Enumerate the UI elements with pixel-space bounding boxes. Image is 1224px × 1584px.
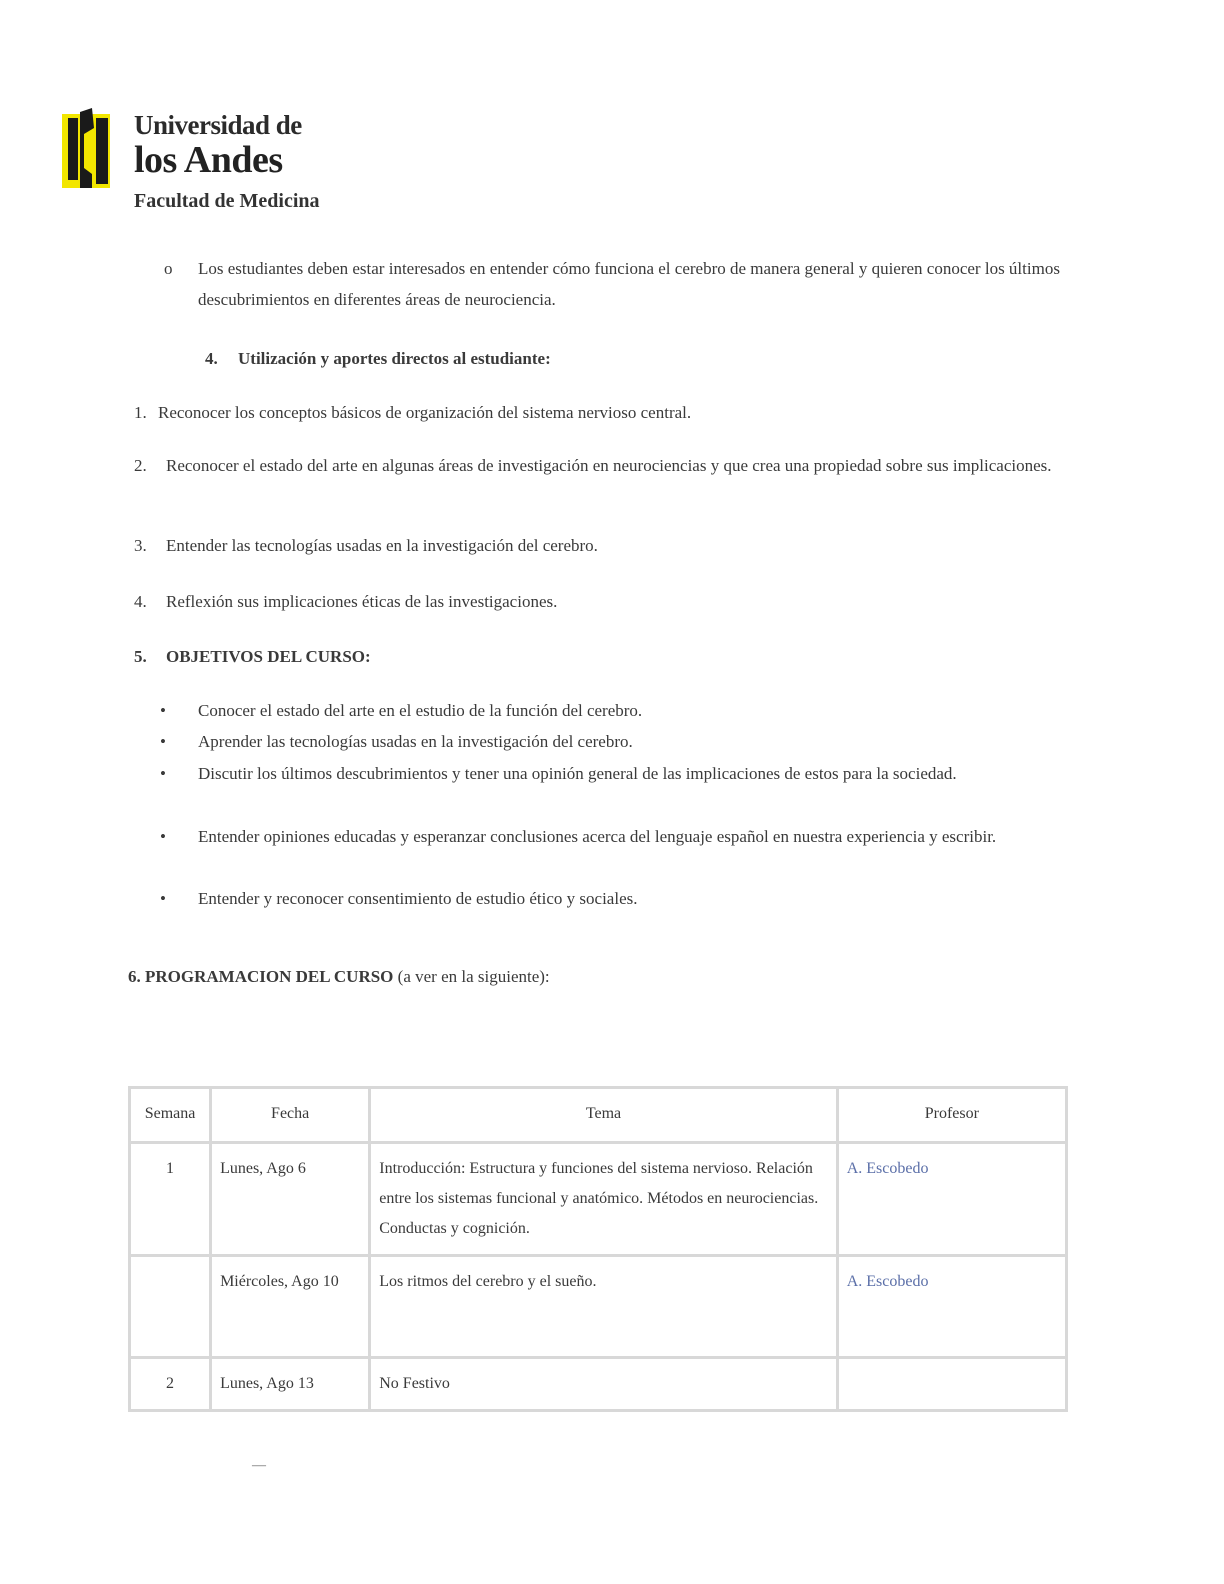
logo-text-line2: los Andes [134, 139, 283, 181]
objective-item: Entender opiniones educadas y esperanzar conclusiones acerca del lenguaje español en nuestra experiencia y escribir. [198, 827, 997, 846]
cell-fecha: Miércoles, Ago 10 [211, 1256, 370, 1358]
cell-tema: No Festivo [370, 1358, 837, 1411]
cell-semana [130, 1256, 211, 1358]
intro-bullet-marker: o [164, 259, 173, 278]
cell-tema: Introducción: Estructura y funciones del sistema nervioso. Relación entre los sistemas funcional y anatómico. Métodos en neurociencias. Conductas y cognición. [370, 1143, 837, 1256]
section6-suffix: (a ver en la siguiente): [397, 967, 550, 986]
cell-semana: 2 [130, 1358, 211, 1411]
section6-label: 6. PROGRAMACION DEL CURSO [128, 967, 394, 986]
table-row [130, 1143, 1067, 1256]
header-tema: Tema [370, 1088, 837, 1143]
logo-text-faculty: Facultad de Medicina [134, 190, 320, 212]
section4-item-marker: 1. [134, 403, 147, 422]
section4-item-marker: 4. [134, 592, 147, 611]
objective-item: Aprender las tecnologías usadas en la investigación del cerebro. [198, 732, 633, 751]
header-fecha: Fecha [211, 1088, 370, 1143]
section6-heading [128, 961, 1028, 992]
cell-semana: 1 [130, 1143, 211, 1256]
objective-bullet: • [160, 827, 166, 846]
cell-profesor [837, 1143, 1066, 1256]
section4-item: Reconocer el estado del arte en algunas áreas de investigación en neurociencias y que crea una propiedad sobre sus implicaciones. [166, 456, 1052, 475]
logo-text-line1: Universidad de [134, 110, 302, 140]
table-row [130, 1358, 1067, 1411]
section4-number: 4. [205, 349, 218, 368]
objective-bullet: • [160, 764, 166, 783]
profesor-link[interactable]: A. Escobedo [846, 1273, 929, 1290]
section4-item: Entender las tecnologías usadas en la investigación del cerebro. [166, 536, 598, 555]
cell-profesor [837, 1358, 1066, 1411]
section4-item-marker: 2. [134, 456, 147, 475]
header-semana: Semana [130, 1088, 211, 1143]
section5-number: 5. [134, 647, 147, 666]
cell-profesor [837, 1256, 1066, 1358]
cell-fecha: Lunes, Ago 6 [211, 1143, 370, 1256]
intro-bullet-text: Los estudiantes deben estar interesados en entender cómo funciona el cerebro de manera general y quieren conocer los últimos descubrimientos en diferentes áreas de neurociencia. [198, 259, 1060, 309]
schedule-table [128, 1086, 1068, 1412]
page-number: — [252, 1458, 266, 1473]
university-logo [62, 104, 332, 214]
objective-bullet: • [160, 701, 166, 720]
table-header-row [130, 1088, 1067, 1143]
table-row [130, 1256, 1067, 1358]
cell-tema: Los ritmos del cerebro y el sueño. [370, 1256, 837, 1358]
objective-bullet: • [160, 889, 166, 908]
cell-fecha: Lunes, Ago 13 [211, 1358, 370, 1411]
section5-title: OBJETIVOS DEL CURSO: [166, 647, 371, 666]
objective-item: Discutir los últimos descubrimientos y tener una opinión general de las implicaciones de estos para la sociedad. [198, 764, 957, 783]
section4-item: Reconocer los conceptos básicos de organización del sistema nervioso central. [158, 403, 692, 422]
objective-item: Entender y reconocer consentimiento de estudio ético y sociales. [198, 889, 638, 908]
section4-title: Utilización y aportes directos al estudiante: [238, 349, 551, 368]
logo-mark-icon [62, 108, 124, 190]
profesor-link[interactable]: A. Escobedo [846, 1160, 929, 1177]
objective-bullet: • [160, 732, 166, 751]
section4-item: Reflexión sus implicaciones éticas de las investigaciones. [166, 592, 558, 611]
header-profesor: Profesor [837, 1088, 1066, 1143]
objective-item: Conocer el estado del arte en el estudio de la función del cerebro. [198, 701, 643, 720]
section4-item-marker: 3. [134, 536, 147, 555]
